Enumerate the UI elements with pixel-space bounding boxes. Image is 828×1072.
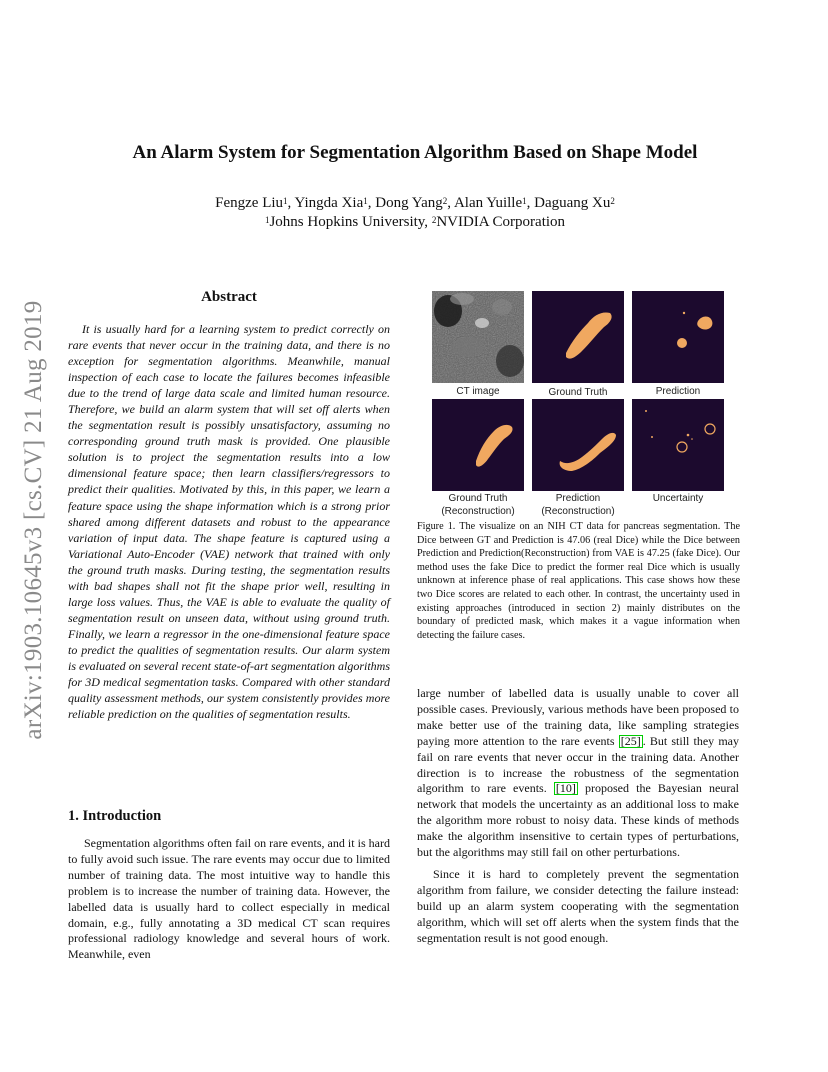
gt-reconstruction-mask: [432, 399, 524, 491]
figure-1: [420, 289, 740, 519]
affiliation-mark: 1: [264, 215, 270, 225]
author-affiliation-mark: 1: [522, 196, 527, 206]
label-ground-truth: Ground Truth: [548, 387, 608, 398]
ground-truth-panel: [532, 291, 624, 383]
author-affiliation-mark: 1: [283, 196, 288, 206]
gt-reconstruction-panel: [432, 399, 524, 491]
abstract-text: It is usually hard for a learning system to predict correctly on rare events that never occur in the training data, and there is no exception for segmentation algorithms. Meanwhile, manual inspection of each case to locate the failures becomes infeasible due to the trend of large data scale and limited human resource. Therefore, we build an alarm system that will set off alerts when the segmentation result is possibly unsatisfactory, assuming no corresponding ground truth mask is provided. One plausible solution is to project the segmentation results into a low dimensional feature space; then learn classifiers/regressors to predict their qualities. Motivated by this, in this paper, we learn a feature space using the shape information which is a strong prior shared among different datasets and robust to the appearance variation of input data. The shape feature is captured using a Variational Auto-Encoder (VAE) network that trained with only the ground truth masks. During testing, the segmentation results with bad shapes shall not fit the shape prior well, resulting in large loss values. Thus, the VAE is able to evaluate the quality of segmentation result on unseen data, without using ground truth. Finally, we learn a regressor in the one-dimensional feature space to predict the qualities of segmentation results. Our alarm system is evaluated on several recent state-of-art segmentation algorithms for 3D medical segmentation tasks. Compared with other standard quality assessment methods, our system consistently provides more reliable prediction on the qualities of segmentation results.: [68, 322, 390, 722]
label-line: Ground Truth: [448, 493, 508, 504]
prediction-mask: [632, 291, 724, 383]
author-name: Dong Yang: [375, 195, 443, 211]
introduction-paragraph: Segmentation algorithms often fail on rare events, and it is hard to fully avoid such issue. The rare events may occur due to limited number of training data. The most intuitive way to handle this problem is to increase the number of training data. However, the labelled data is usually hard to collect especially in medical domain, e.g., fully annotating a 3D medical CT scan requires professional radiology knowledge and several hours of work. Meanwhile, even: [68, 836, 390, 962]
author-name: Yingda Xia: [294, 195, 364, 211]
text-run: large number of labelled data is usually unable to cover all possible cases. Previously, various methods have been proposed to make better use of the training data, like sampling strategies paying more attention to the rare events: [417, 686, 739, 748]
prediction-panel: [632, 291, 724, 383]
abstract-heading: Abstract: [201, 289, 257, 305]
label-prediction-reconstruction: [523, 492, 633, 518]
section-heading-introduction: 1. Introduction: [68, 808, 162, 824]
label-line: (Reconstruction): [441, 506, 515, 517]
figure-1-caption: Figure 1. The visualize on an NIH CT data for pancreas segmentation. The Dice between GT and Prediction is 47.06 (real Dice) while the Dice between Prediction and Prediction(Reconstruction) from VAE is 47.25 (fake Dice). Our method uses the fake Dice to predict the former real Dice which is usually unknown at inference phase of real applications. This case shows how these two Dice scores are related to each other. In contrast, the uncertainty used in existing approaches (introduced in section 2) mainly distributes on the boundary of predicted mask, which makes it a vague information when detecting the failure cases.: [417, 521, 740, 641]
ground-truth-mask: [532, 291, 624, 383]
author-name: Alan Yuille: [453, 195, 523, 211]
arxiv-identifier: arXiv:1903.10645v3 [cs.CV] 21 Aug 2019: [20, 300, 47, 740]
paper-title: An Alarm System for Segmentation Algorithm Based on Shape Model: [132, 142, 698, 163]
prediction-reconstruction-panel: [532, 399, 624, 491]
uncertainty-map: [632, 399, 724, 491]
affiliation-line: [60, 213, 770, 232]
paragraph: Since it is hard to completely prevent the segmentation algorithm from failure, we consider detecting the failure instead: build up an alarm system cooperating with the segmentation algorithm, which will set off alerts when the system finds that the segmentation result is not good enough.: [417, 866, 739, 945]
label-uncertainty: Uncertainty: [652, 493, 704, 504]
label-line: (Reconstruction): [541, 506, 615, 517]
ct-image-panel: [432, 291, 524, 383]
author-block: [60, 194, 770, 232]
affiliation-mark: 2: [431, 215, 437, 225]
author-affiliation-mark: 2: [610, 196, 615, 206]
citation-link[interactable]: [10]: [555, 781, 576, 796]
right-column-text: [417, 686, 739, 947]
uncertainty-panel: [632, 399, 724, 491]
paragraph: [417, 686, 739, 861]
author-name: Daguang Xu: [534, 195, 611, 211]
prediction-reconstruction-mask: [532, 399, 624, 491]
label-line: Prediction: [555, 493, 601, 504]
author-affiliation-mark: 1: [363, 196, 368, 206]
author-name: Fengze Liu: [215, 195, 284, 211]
ct-scan-image: [432, 291, 524, 383]
text-run: . But still they may fail on rare events that never occur in the training data. Another direction is to increase the robustness of the segmentation algorithm to rare events.: [417, 733, 739, 796]
text-run: proposed the Bayesian neural network that models the uncertainty as an additional loss to make the algorithm more robust to noisy data. These kinds of methods make the algorithm insensitive to certain types of perturbations, but the algorithms may still fail on other perturbations.: [417, 781, 740, 860]
affiliation: Johns Hopkins University,: [269, 214, 429, 230]
label-ct-image: CT image: [456, 386, 500, 397]
author-affiliation-mark: 2: [442, 196, 448, 206]
affiliation: NVIDIA Corporation: [436, 214, 566, 230]
author-list: Fengze Liu$^1$, Yingda Xia$^1$, Dong Yang$^2$, Alan Yuille$^1$, Daguang Xu$^2$: [215, 195, 615, 211]
label-gt-reconstruction: [423, 492, 533, 518]
label-prediction: Prediction: [655, 386, 701, 397]
citation-link[interactable]: [25]: [620, 733, 641, 748]
